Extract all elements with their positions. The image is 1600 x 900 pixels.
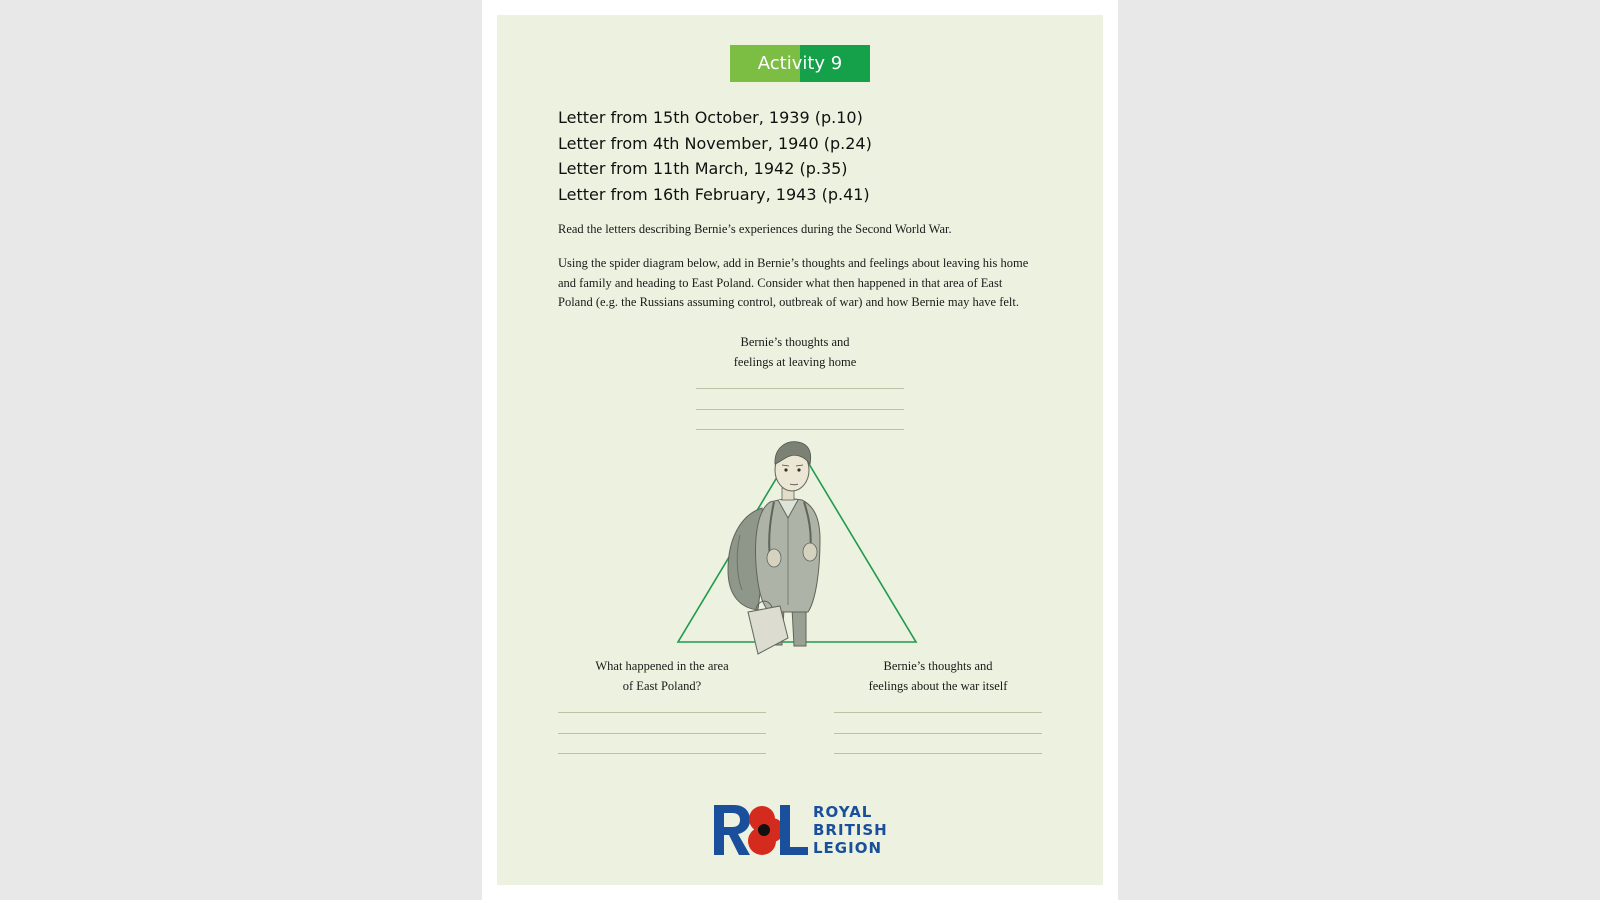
spider-diagram [670, 440, 920, 670]
answer-line[interactable] [834, 733, 1042, 734]
top-prompt-label: Bernie’s thoughts and feelings at leaving home [733, 335, 857, 369]
answer-line[interactable] [834, 753, 1042, 754]
activity-badge [730, 45, 870, 82]
logo-wordmark: ROYAL BRITISH LEGION [813, 803, 888, 857]
answer-line[interactable] [696, 409, 904, 410]
right-prompt-label: Bernie’s thoughts and feelings about the war itself [868, 659, 1008, 693]
boy-with-backpack-illustration [728, 442, 820, 654]
right-answer-lines[interactable] [834, 712, 1042, 774]
left-prompt-label: What happened in the area of East Poland? [595, 659, 729, 693]
answer-line[interactable] [558, 733, 766, 734]
answer-line[interactable] [696, 429, 904, 430]
letter-reference: Letter from 15th October, 1939 (p.10) [558, 108, 863, 127]
letters-list [558, 105, 872, 207]
answer-line[interactable] [834, 712, 1042, 713]
letter-reference: Letter from 16th February, 1943 (p.41) [558, 184, 870, 204]
answer-line[interactable] [558, 753, 766, 754]
letter-reference: Letter from 11th March, 1942 (p.35) [558, 159, 848, 178]
answer-line[interactable] [558, 712, 766, 713]
task-paragraph: Using the spider diagram below, add in Bernie’s thoughts and feelings about leaving his home and family and heading to East Poland. Consider what then happened in that area of East Poland (e.g. the Russians assuming control, outbreak of war) and how Bernie may have felt. [558, 256, 1029, 309]
left-answer-lines[interactable] [558, 712, 766, 774]
activity-badge-label: Activity 9 [757, 53, 843, 74]
intro-paragraph: Read the letters describing Bernie’s experiences during the Second World War. [558, 222, 952, 236]
answer-line[interactable] [696, 388, 904, 389]
letter-reference: Letter from 4th November, 1940 (p.24) [558, 133, 872, 153]
